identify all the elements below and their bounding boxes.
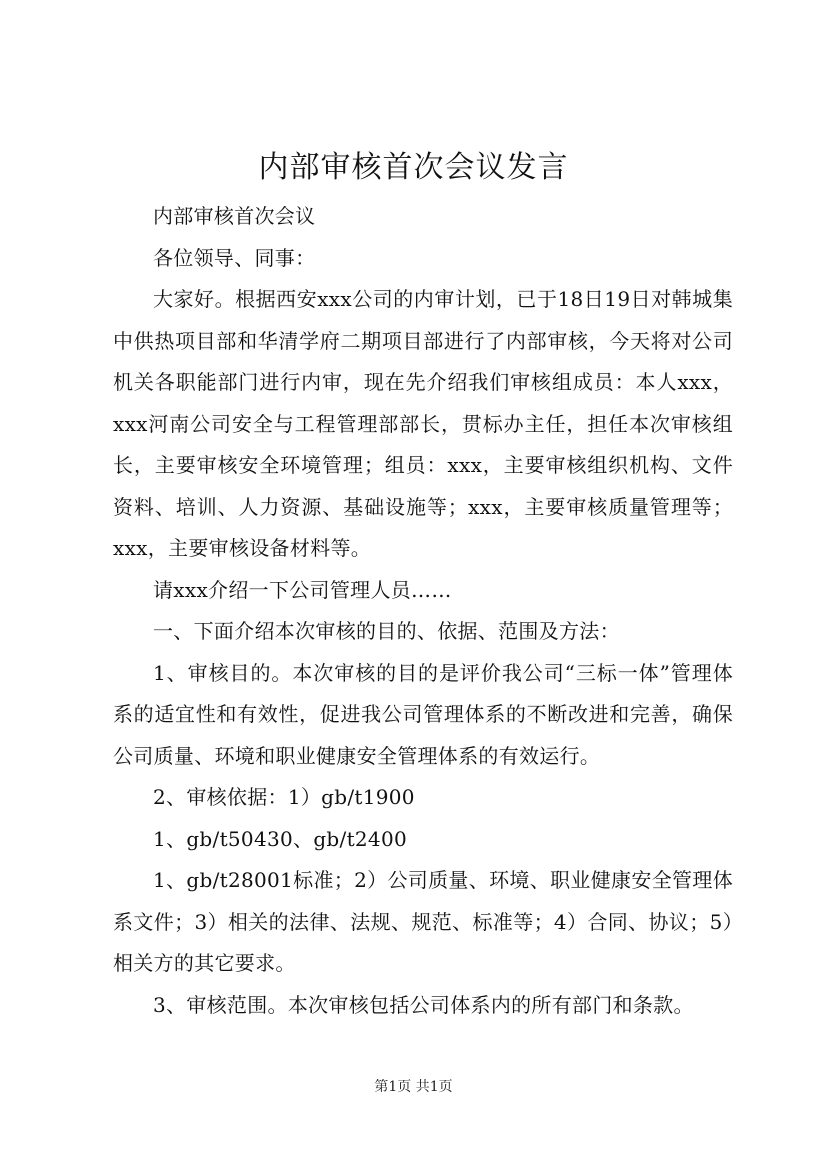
paragraph-request: 请xxx介绍一下公司管理人员……	[153, 577, 452, 602]
paragraph-heading: 内部审核首次会议	[153, 204, 316, 228]
page-footer: 第1页 共1页	[374, 1079, 453, 1095]
document-body	[113, 196, 733, 1026]
paragraph-salutation: 各位领导、同事：	[153, 245, 316, 270]
paragraph-audit-basis: 2、审核依据：1）gb/t1900	[153, 785, 415, 809]
document-title: 内部审核首次会议发言	[258, 150, 569, 185]
paragraph-audit-scope: 3、审核范围。本次审核包括公司体系内的所有部门和条款。	[153, 992, 694, 1017]
paragraph-introduction: 大家好。根据西安xxx公司的内审计划，已于18日19日对韩城集中供热项目部和华清学府二期项目部进行了内部审核，今天将对公司机关各职能部门进行内审，现在先介绍我们审核组成员：本人xxx，xxx河南公司安全与工程管理部部长，贯标办主任，担任本次审核组长，主要审核安全环境管理；组员：xxx，主要审核组织机构、文件资料、培训、人力资源、基础设施等；xxx，主要审核质量管理等；xxx，主要审核设备材料等。	[113, 287, 733, 560]
paragraph-audit-purpose: 1、审核目的。本次审核的目的是评价我公司“三标一体”管理体系的适宜性和有效性，促进我公司管理体系的不断改进和完善，确保公司质量、环境和职业健康安全管理体系的有效运行。	[113, 660, 733, 768]
paragraph-standards-continued: 1、gb/t28001标准；2）公司质量、环境、职业健康安全管理体系文件；3）相关的法律、法规、规范、标准等；4）合同、协议；5）相关方的其它要求。	[113, 868, 733, 975]
paragraph-section-one: 一、下面介绍本次审核的目的、依据、范围及方法：	[153, 619, 620, 643]
paragraph-standards: 1、gb/t50430、gb/t2400	[153, 826, 408, 851]
